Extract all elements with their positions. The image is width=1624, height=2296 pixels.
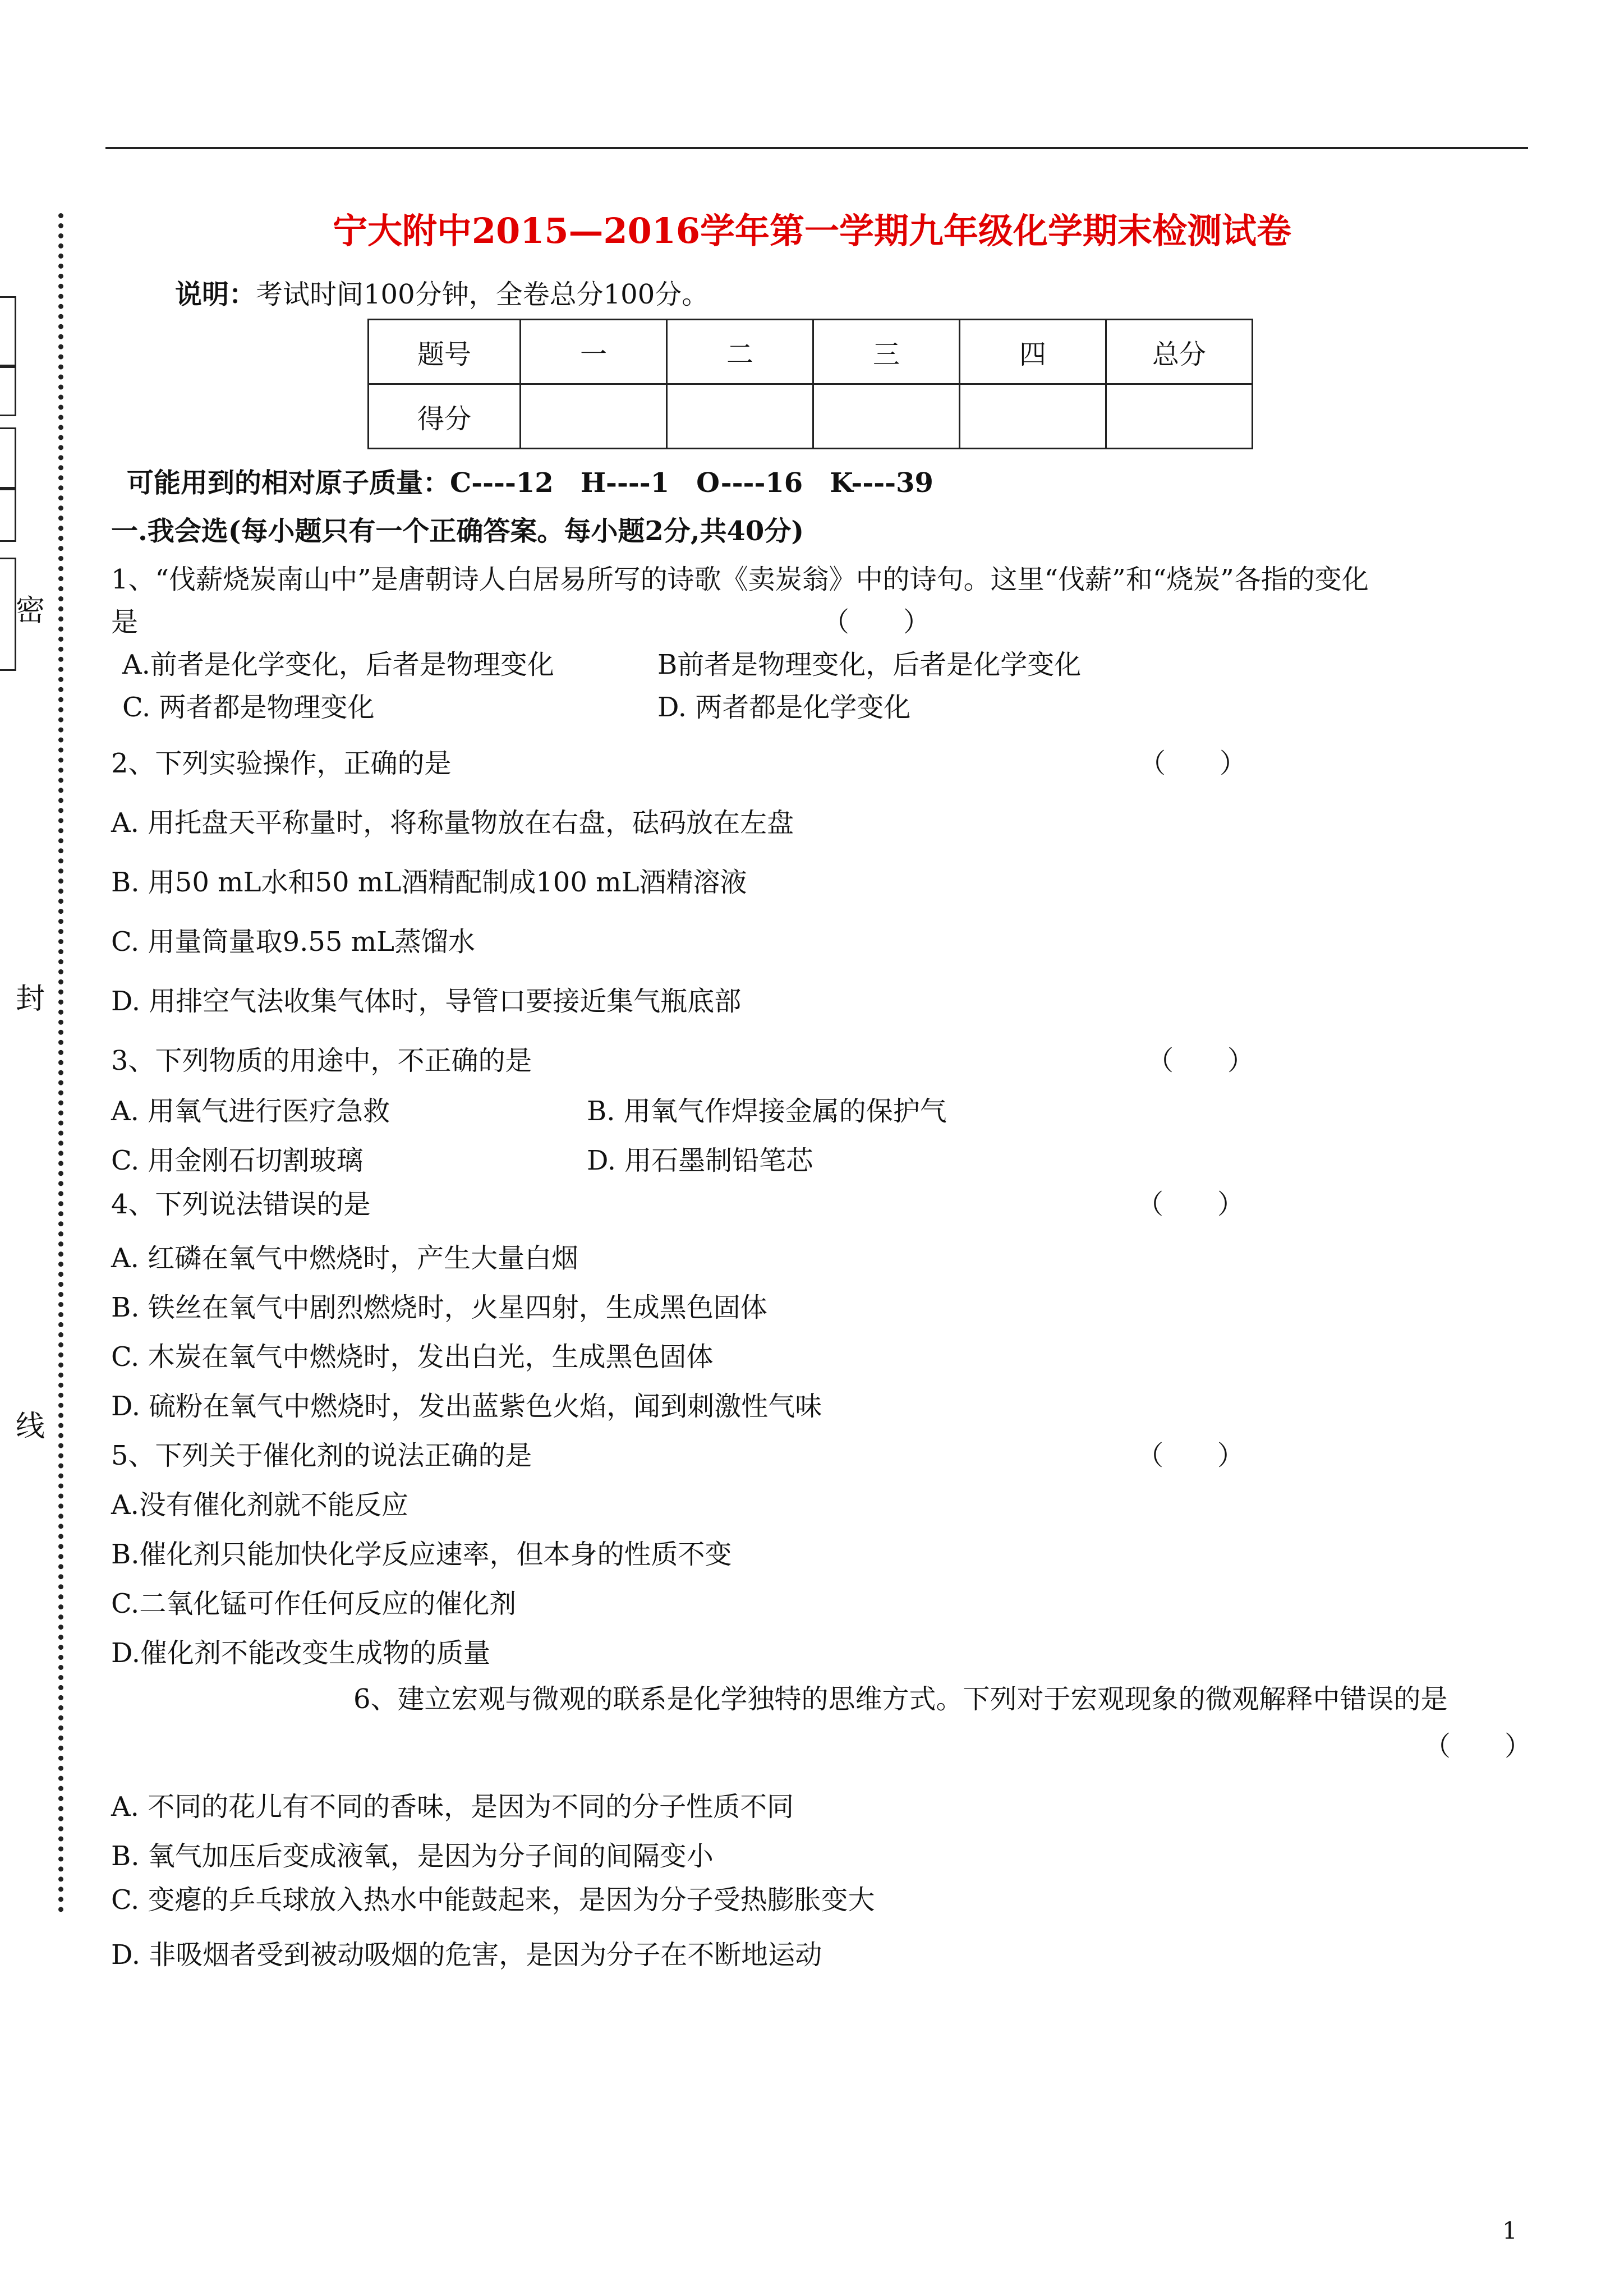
question-6-option-c: C. 变瘪的乒乓球放入热水中能鼓起来，是因为分子受热膨胀变大 [111, 1884, 875, 1916]
question-4-stem: 4、下列说法错误的是 [111, 1189, 371, 1220]
score-header-cell: 总分 [1106, 320, 1253, 384]
score-input-cell[interactable] [521, 384, 667, 449]
question-5-option-c: C.二氧化锰可作任何反应的催化剂 [111, 1588, 517, 1619]
score-header-cell: 二 [667, 320, 813, 384]
score-input-cell[interactable] [1106, 384, 1253, 449]
question-4-option-c: C. 木炭在氧气中燃烧时，发出白光，生成黑色固体 [111, 1341, 714, 1373]
question-3-option-b: B. 用氧气作焊接金属的保护气 [587, 1096, 947, 1127]
question-2-stem: 2、下列实验操作，正确的是 [111, 748, 452, 779]
question-1-option-c: C. 两者都是物理变化 [122, 692, 375, 723]
score-input-cell[interactable] [960, 384, 1106, 449]
margin-char-seal: 密 [16, 594, 45, 628]
instructions-label: 说明： [175, 279, 256, 310]
question-3-option-d: D. 用石墨制铅笔芯 [587, 1145, 813, 1176]
score-header-cell: 四 [960, 320, 1106, 384]
answer-bracket[interactable]: （ ） [1137, 1189, 1245, 1220]
question-6-option-a: A. 不同的花儿有不同的香味，是因为不同的分子性质不同 [111, 1791, 794, 1823]
question-2-option-b: B. 用50 mL水和50 mL酒精配制成100 mL酒精溶液 [111, 867, 747, 898]
header-rule [105, 147, 1528, 149]
score-table-score-row [369, 384, 1253, 449]
question-5-stem: 5、下列关于催化剂的说法正确的是 [111, 1440, 532, 1471]
instructions [175, 273, 709, 311]
score-row-label: 得分 [369, 384, 521, 449]
exam-title: 宁大附中2015—2016学年第一学期九年级化学期末检测试卷 [332, 210, 1292, 251]
answer-bracket[interactable]: （ ） [1424, 1731, 1532, 1762]
question-5-option-d: D.催化剂不能改变生成物的质量 [111, 1637, 491, 1669]
margin-box [0, 487, 16, 542]
question-5-option-a: A.没有催化剂就不能反应 [111, 1489, 408, 1521]
question-3-option-c: C. 用金刚石切割玻璃 [111, 1145, 364, 1176]
question-3-option-a: A. 用氧气进行医疗急救 [111, 1096, 390, 1127]
answer-bracket[interactable]: （ ） [1147, 1045, 1255, 1076]
question-4-option-d: D. 硫粉在氧气中燃烧时，发出蓝紫色火焰，闻到刺激性气味 [111, 1391, 822, 1422]
margin-char-feng: 封 [16, 982, 45, 1016]
score-table-header-row [369, 320, 1253, 384]
margin-box [0, 558, 16, 671]
question-6-option-d: D. 非吸烟者受到被动吸烟的危害，是因为分子在不断地运动 [111, 1939, 822, 1971]
score-header-cell: 题号 [369, 320, 521, 384]
question-1-option-b: B前者是物理变化，后者是化学变化 [657, 649, 1082, 680]
question-4-option-a: A. 红磷在氧气中燃烧时，产生大量白烟 [111, 1243, 579, 1274]
question-3-stem: 3、下列物质的用途中，不正确的是 [111, 1045, 532, 1076]
score-input-cell[interactable] [813, 384, 960, 449]
question-2-option-c: C. 用量筒量取9.55 mL蒸馏水 [111, 926, 476, 958]
question-6-stem: 6、建立宏观与微观的联系是化学独特的思维方式。下列对于宏观现象的微观解释中错误的是 [353, 1683, 1448, 1715]
answer-bracket[interactable]: （ ） [822, 606, 931, 638]
answer-bracket[interactable]: （ ） [1137, 1440, 1245, 1471]
binding-dotted-line [58, 213, 63, 1913]
margin-box [0, 296, 16, 368]
question-1-stem-cont: 是 [111, 606, 139, 638]
section-heading: 一.我会选(每小题只有一个正确答案。每小题2分,共40分) [111, 516, 804, 547]
instructions-text: 考试时间100分钟，全卷总分100分。 [256, 279, 709, 310]
margin-char-line: 线 [16, 1410, 45, 1443]
score-header-cell: 一 [521, 320, 667, 384]
question-6-option-b: B. 氧气加压后变成液氧，是因为分子间的间隔变小 [111, 1841, 714, 1872]
question-2-option-a: A. 用托盘天平称量时，将称量物放在右盘，砝码放在左盘 [111, 807, 794, 839]
margin-box [0, 427, 16, 490]
score-header-cell: 三 [813, 320, 960, 384]
question-1-stem: 1、“伐薪烧炭南山中”是唐朝诗人白居易所写的诗歌《卖炭翁》中的诗句。这里“伐薪”和“烧炭”各指的变化 [111, 564, 1369, 595]
margin-box [0, 365, 16, 416]
question-5-option-b: B.催化剂只能加快化学反应速率，但本身的性质不变 [111, 1539, 732, 1570]
answer-bracket[interactable]: （ ） [1139, 748, 1247, 779]
score-table [367, 319, 1253, 449]
page-number: 1 [1502, 2217, 1517, 2244]
question-1-option-d: D. 两者都是化学变化 [657, 692, 911, 723]
question-2-option-d: D. 用排空气法收集气体时，导管口要接近集气瓶底部 [111, 986, 742, 1017]
atomic-masses: 可能用到的相对原子质量：C----12 H----1 O----16 K----39 [127, 467, 933, 499]
question-4-option-b: B. 铁丝在氧气中剧烈燃烧时，火星四射，生成黑色固体 [111, 1292, 767, 1323]
question-1-option-a: A.前者是化学变化，后者是物理变化 [122, 649, 554, 680]
score-input-cell[interactable] [667, 384, 813, 449]
